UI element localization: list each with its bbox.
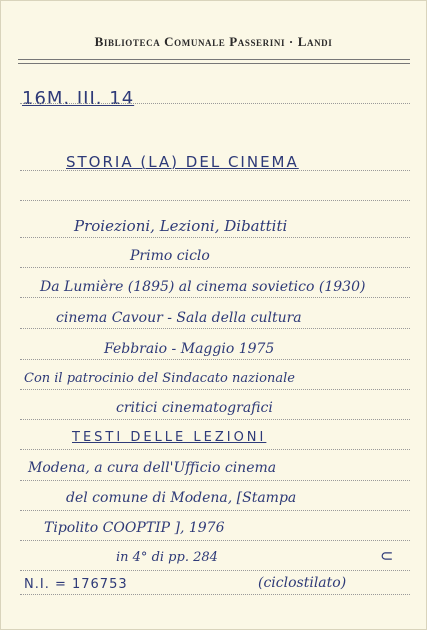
description-line-12: in 4° di pp. 284 — [116, 550, 218, 565]
ruled-line — [20, 103, 410, 104]
shelfmark: 16M. III. 14 — [22, 88, 135, 109]
ruled-line — [20, 297, 410, 298]
ruled-line — [20, 237, 410, 238]
description-line-7: critici cinematografici — [116, 400, 273, 416]
description-line-3: Da Lumière (1895) al cinema sovietico (1930) — [40, 279, 366, 295]
inventory-number: N.I. = 176753 — [24, 577, 128, 592]
description-line-5: Febbraio - Maggio 1975 — [104, 341, 275, 357]
description-line-10: del comune di Modena, [Stampa — [66, 490, 297, 506]
ruled-line — [20, 480, 410, 481]
ruled-line — [20, 200, 410, 201]
ruled-line — [20, 389, 410, 390]
ruled-line — [20, 449, 410, 450]
description-line-11: Tipolito COOPTIP ], 1976 — [44, 520, 225, 536]
ruled-line — [20, 594, 410, 595]
header-rule — [18, 63, 410, 64]
format-note: (ciclostilato) — [258, 575, 347, 591]
ruled-line — [20, 540, 410, 541]
description-line-6: Con il patrocinio del Sindacato nazionale — [24, 371, 295, 386]
ruled-line — [20, 570, 410, 571]
library-header: Biblioteca Comunale Passerini · Landi — [94, 34, 333, 49]
header-rule — [18, 59, 410, 60]
description-line-4: cinema Cavour - Sala della cultura — [56, 310, 302, 326]
ruled-line — [20, 328, 410, 329]
ruled-line — [20, 359, 410, 360]
description-line-2: Primo ciclo — [130, 248, 210, 264]
pencil-mark-icon: ⊂ — [380, 546, 394, 565]
ruled-line — [20, 419, 410, 420]
description-line-1: Proiezioni, Lezioni, Dibattiti — [74, 217, 288, 235]
card-title: STORIA (LA) DEL CINEMA — [66, 153, 299, 171]
ruled-line — [20, 510, 410, 511]
ruled-line — [20, 267, 410, 268]
description-line-8: TESTI DELLE LEZIONI — [72, 430, 267, 445]
description-line-9: Modena, a cura dell'Ufficio cinema — [28, 460, 277, 476]
ruled-line — [20, 170, 410, 171]
